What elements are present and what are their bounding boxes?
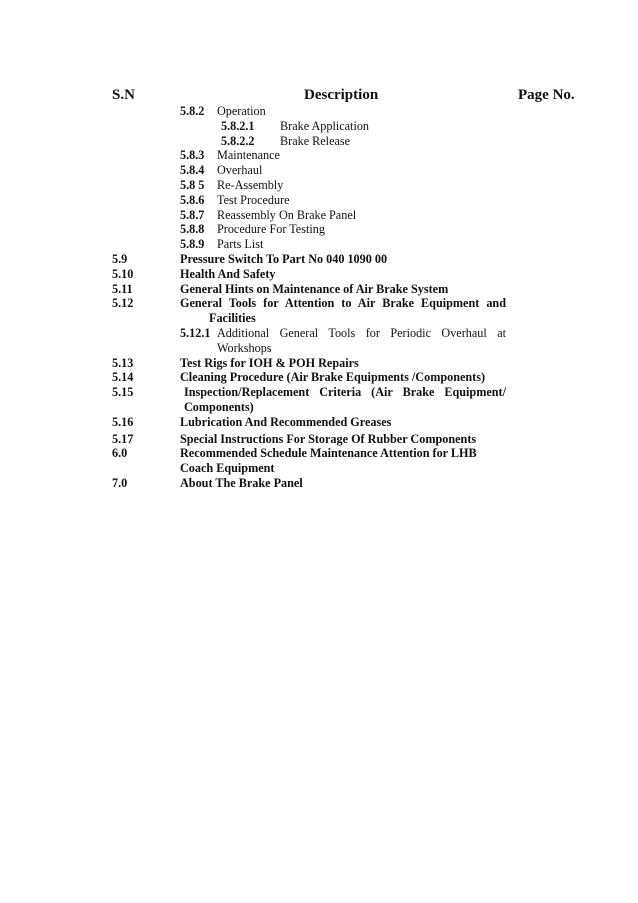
subentry-number: 5.8 5 (180, 177, 205, 192)
subentry-number: 5.8.6 (180, 192, 205, 207)
entry-number: 5.9 (112, 251, 128, 266)
toc-entry (0, 296, 638, 311)
subsubentry-text: Brake Release (280, 133, 351, 148)
entry-title: Lubrication And Recommended Greases (180, 414, 392, 429)
toc-subentry (0, 148, 638, 163)
subentry-number: 5.8.8 (180, 222, 205, 237)
sn-column-header: S.N (112, 87, 135, 103)
subentry-text: Maintenance (217, 148, 280, 163)
toc-subentry (0, 222, 638, 237)
toc-subentry (0, 326, 638, 341)
subentry-text: Overhaul (217, 163, 263, 178)
entry-title: Test Rigs for IOH & POH Repairs (180, 355, 359, 370)
toc-subentry (0, 193, 638, 208)
entry-title-continuation: Components) (184, 399, 254, 414)
entry-number: 5.13 (112, 355, 134, 370)
subentry-number: 5.8.2 (180, 104, 205, 118)
subsubentry-number: 5.8.2.2 (221, 133, 255, 148)
toc-subentry (0, 163, 638, 178)
entry-title: Inspection/Replacement Criteria (Air Brake Equipment/ (184, 385, 506, 400)
entry-number: 5.12 (112, 296, 134, 311)
toc-subsubentry (0, 134, 638, 149)
subentry-number: 5.8.4 (180, 163, 205, 178)
toc-subentry (0, 208, 638, 223)
page-no-column-header: Page No. (518, 87, 575, 103)
subentry-text-continuation: Workshops (217, 340, 272, 355)
toc-entry (0, 476, 638, 491)
toc-entry (0, 252, 638, 267)
entry-number: 5.14 (112, 370, 134, 385)
entry-title: Special Instructions For Storage Of Rubber Components (180, 431, 477, 446)
subentry-text: Parts List (217, 237, 264, 252)
toc-subsubentry (0, 119, 638, 134)
toc-entry-continuation (0, 400, 638, 415)
entry-title: Cleaning Procedure (Air Brake Equipments /Components) (180, 370, 486, 385)
entry-title: Pressure Switch To Part No 040 1090 00 (180, 251, 388, 266)
toc-entry (0, 282, 638, 297)
subentry-number: 5.8.9 (180, 237, 205, 252)
subentry-text: Additional General Tools for Periodic Overhaul at (217, 325, 506, 340)
toc-subentry (0, 178, 638, 193)
toc-entry (0, 385, 638, 400)
entry-number: 5.11 (112, 281, 133, 296)
entry-title: General Hints on Maintenance of Air Brake System (180, 281, 449, 296)
toc-subentry (0, 237, 638, 252)
entry-title-continuation: Facilities (209, 311, 256, 326)
entry-title: General Tools for Attention to Air Brake Equipment and (180, 296, 506, 311)
subentry-number: 5.12.1 (180, 325, 211, 340)
entry-number: 5.15 (112, 385, 134, 400)
table-of-contents (0, 104, 638, 491)
toc-subentry (0, 104, 638, 119)
entry-title: Recommended Schedule Maintenance Attention for LHB (180, 446, 477, 461)
toc-entry (0, 432, 638, 447)
entry-number: 5.16 (112, 414, 134, 429)
toc-entry (0, 370, 638, 385)
entry-number: 7.0 (112, 475, 128, 490)
subentry-number: 5.8.7 (180, 207, 205, 222)
toc-entry (0, 267, 638, 282)
subentry-text: Reassembly On Brake Panel (217, 207, 357, 222)
entry-number: 5.17 (112, 431, 134, 446)
entry-title: Health And Safety (180, 266, 276, 281)
toc-subentry-continuation (0, 341, 638, 356)
entry-title-continuation: Coach Equipment (180, 461, 275, 476)
toc-entry (0, 446, 638, 461)
subentry-text: Test Procedure (217, 192, 290, 207)
subentry-text: Re-Assembly (217, 177, 284, 192)
toc-entry (0, 415, 638, 430)
description-column-header: Description (304, 87, 379, 103)
entry-number: 5.10 (112, 266, 134, 281)
subentry-number: 5.8.3 (180, 148, 205, 163)
subentry-text: Procedure For Testing (217, 222, 325, 237)
entry-number: 6.0 (112, 446, 128, 461)
toc-entry-continuation (0, 311, 638, 326)
toc-entry (0, 356, 638, 371)
subentry-text: Operation (217, 104, 266, 118)
subsubentry-number: 5.8.2.1 (221, 118, 255, 133)
toc-entry-continuation (0, 461, 638, 476)
entry-title: About The Brake Panel (180, 475, 303, 490)
subsubentry-text: Brake Application (280, 118, 370, 133)
